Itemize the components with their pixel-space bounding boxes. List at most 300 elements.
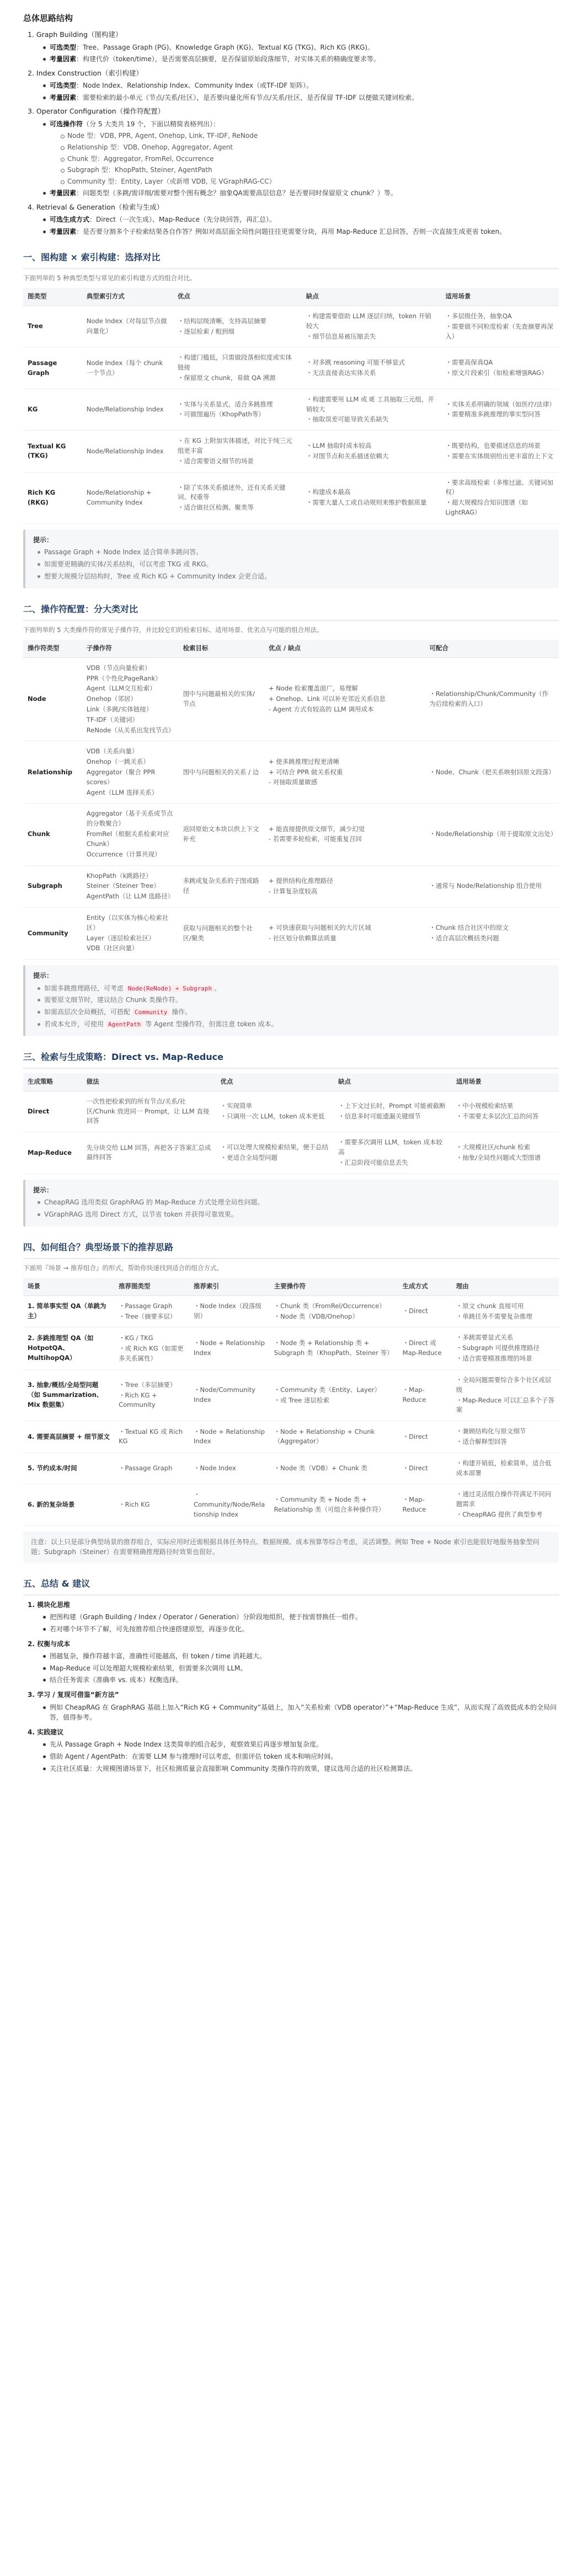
table-cell [302,389,441,430]
cell-line: ・Node + Relationship Index [194,1427,265,1445]
suggestion-point: 若对哪个环节不了解，可先按推荐组合快速搭建原型，再逐步优化。 [42,1624,559,1635]
table-cell [441,306,559,347]
cell-content [28,442,78,462]
cell-line: Link（多跳/实体链接） [86,705,153,713]
cell-line: ・对图节点和关系描述依赖大 [306,452,389,460]
cell-content [194,1302,265,1321]
table-row [23,472,559,523]
note-text: 如需高层次全局概括，可搭配 [44,1008,132,1016]
table-cell [398,1484,452,1525]
table-row [23,431,559,472]
cell-content [119,1333,185,1363]
table-cell [270,1327,398,1369]
cell-content [221,1101,330,1122]
cell-content [87,405,169,415]
cell-content [456,1302,554,1322]
table-cell [23,907,82,959]
table-cell [398,1295,452,1327]
cell-line: ・Community 类（Entity、Layer） [274,1385,381,1394]
table-cell [425,657,559,741]
cell-line: ・Node Index [194,1464,236,1472]
suggestion-points [42,1702,559,1723]
cell-content [274,1385,394,1406]
cell-line: ・信息多时可能遗漏关键细节 [338,1112,421,1120]
note-text: 。 [214,984,221,992]
table-cell [173,306,302,347]
table-cell [23,347,82,389]
cell-line: ・通常与 Node/Relationship 组合使用 [429,882,542,890]
cell-line: 3. 抽象/概括/全局型问题（如 Summarization、Mix 数据集） [28,1381,103,1409]
table-cell [23,1295,114,1327]
cell-content [456,1459,554,1479]
cell-line: VDB（关系向量） [86,747,138,756]
cell-content [28,1500,110,1510]
table-cell [179,907,264,959]
cell-content [183,876,260,896]
table-cell [23,1453,114,1484]
cell-line: ・实现简单 [220,1102,253,1110]
cell-line: ・只调用一次 LLM，token 成本更低 [220,1112,325,1120]
table-cell [179,741,264,804]
phase-points [42,81,559,103]
table-cell [302,431,441,472]
cell-line: Node/Relationship Index [86,405,164,414]
point-text: ：构建代价（token/time），是否需要高层摘要，是否保留原始段落细节，对实体关系的精确度要求等。 [76,55,380,63]
cell-line: - 对抽取质量敏感 [268,778,318,786]
point-text: ：需要检索的最小单元（节点/关系/社区），是否要向量化所有节点/关系/社区，是否保留 TF-IDF 以便做关键词检索。 [76,93,419,101]
cell-line: ・需要精准多跳推理的事实型问答 [445,410,541,419]
phase-item [28,29,559,65]
cell-content [269,824,420,845]
column-header: 操作符类型 [23,640,82,657]
suggestion-point: 图越复杂，操作符越丰富，准确性可能越高，但 token / time 消耗越大。 [42,1651,559,1662]
table-cell [452,1369,559,1421]
note-text: 等 Agent 型操作符，但需注意 token 成本。 [143,1020,278,1028]
column-header: 主要操作符 [270,1278,398,1295]
column-header: 检索目标 [179,640,264,657]
cell-line: 图中与问题相关的关系 / 边 [183,768,259,776]
suggestion-title: 1. 模块化思维 [28,1600,71,1609]
cell-content [429,689,554,709]
cell-line: ・构建成本最高 [306,488,351,496]
cell-line: ・适合需要语义细节的场景 [177,457,254,465]
cell-line: + 可结合 PPR 做关系权重 [268,768,343,776]
table-cell [270,1295,398,1327]
cell-line: Rich KG (RKG) [28,488,56,506]
table-cell [189,1453,270,1484]
cell-line: ReNode（从关系出发找节点） [86,726,175,734]
note-text: 若成本允许，可使用 [44,1020,106,1028]
cell-line: Node/Relationship + Community Index [86,488,152,506]
operator-subitem: Relationship 型：VDB, Onehop, Aggregator, Agent [60,142,559,153]
section1-subtitle: 下面列举的 5 种典型类型与常见的索引构建方式的组合对比。 [23,274,196,282]
cell-content [28,1432,110,1442]
suggestion-title: 3. 学习 / 复现可借鉴“新方法” [28,1690,119,1699]
phase-title: 4. Retrieval & Generation（检索与生成） [28,202,164,211]
phase-item [28,106,559,199]
cell-line: ・中小规模检索结果 [456,1102,514,1110]
table-cell [23,472,82,523]
cell-content [178,400,297,420]
cell-line: + 能直接提供原文细节，减少幻觉 [268,824,365,833]
table-cell [23,431,82,472]
table-cell [23,1421,114,1453]
cell-content [87,317,169,336]
table-cell [189,1484,270,1525]
point-label: 考量因素 [50,93,77,101]
table-cell [173,431,302,472]
cell-content [456,1143,554,1163]
phase-point [42,81,559,91]
cell-line: ・Map-Reduce [402,1386,426,1404]
cell-line: Node Index（对每层节点做向量化） [86,317,167,335]
table-cell [179,804,264,865]
cell-line: ・Direct [402,1307,428,1315]
cell-line: ・Community 类 + Node 类 + Relationship 类（可组合多种操作符） [274,1495,385,1513]
cell-content [28,488,78,508]
cell-line: ・构建需要用 LLM 或 IE 工具抽取三元组，开销较大 [306,395,434,413]
cell-line: Direct [28,1107,50,1115]
cell-content [194,1464,265,1474]
operator-sublist [60,131,559,186]
cell-content [28,1380,110,1410]
cell-content [119,1427,185,1447]
cell-content [87,663,174,736]
cell-line: + Onehop、Link 可以补充邻近关系信息 [268,695,386,703]
suggestion-item [28,1639,559,1685]
cell-line: ・适合做社区检测、聚类等 [177,504,254,512]
table-cell [452,1327,559,1369]
table-cell [23,657,82,741]
note-item: Passage Graph + Node Index 适合简单多跳问答。 [36,547,551,558]
table-cell [216,1091,334,1132]
cell-content [119,1380,185,1410]
phase-title: 3. Operator Configuration（操作符配置） [28,107,165,116]
table-cell [189,1369,270,1421]
section1-note [23,529,559,588]
table-row [23,1484,559,1525]
table-cell [452,1295,559,1327]
cell-line: KhopPath（k跳路径） [86,871,152,880]
cell-line: FromRel（根据关系检索对应 Chunk） [86,830,169,848]
table-cell [114,1484,189,1525]
cell-line: ・需要做不同粒度检索（先查摘要再深入） [445,322,553,340]
table-cell [398,1327,452,1369]
cell-line: - 社区划分依赖算法质量 [268,934,337,942]
cell-content [28,1302,110,1321]
graph-index-table [23,288,559,524]
cell-line: AgentPath（让 LLM 选路径） [86,892,174,901]
column-header: 优点 / 缺点 [264,640,425,657]
column-header: 图类型 [23,288,82,306]
section3-title: 三、检索与生成策略：Direct vs. Map-Reduce [23,1051,559,1069]
suggestion-item [28,1600,559,1635]
cell-line: ・保留原文 chunk，易做 QA 溯源 [177,373,276,382]
note-item: 如需要更精确的实体/关系结构，可以考虑 TKG 或 RKG。 [36,559,551,570]
cell-line: Steiner（Steiner Tree） [86,882,160,890]
suggestion-title: 4. 实践建议 [28,1728,64,1736]
suggestion-point: 把图构建（Graph Building / Index / Operator / Generation）分阶段地组织，便于按需替换任一组件。 [42,1612,559,1622]
table-cell [189,1421,270,1453]
table-cell [23,804,82,865]
phase-item [28,68,559,103]
table-cell [334,1132,452,1174]
table-cell [264,657,425,741]
column-header: 生成方式 [398,1278,452,1295]
table-cell [179,865,264,907]
cell-line: Tree [28,322,43,330]
table-cell [425,907,559,959]
column-header: 推荐图类型 [114,1278,189,1295]
column-header: 理由 [452,1278,559,1295]
table-cell [452,1091,559,1132]
cell-content [87,747,174,797]
cell-line: ・需要在实体级别给出更丰富的上下文 [445,452,553,460]
cell-line: ・构建需要借助 LLM 逐层归纳，token 开销较大 [306,312,431,330]
cell-line: VDB（社区向量） [86,944,138,952]
phase-point [42,215,559,225]
column-header: 缺点 [334,1073,452,1091]
cell-line: Node Index（每个 chunk 一个节点） [86,358,163,377]
cell-line: - 若需要多轮检索，可能重复召回 [268,835,362,843]
suggestion-item [28,1727,559,1774]
cell-content [119,1500,185,1510]
table-cell [82,347,173,389]
table-cell [114,1369,189,1421]
cell-line: + Node 检索覆盖面广，易理解 [268,684,358,693]
cell-line: ・Map-Reduce 可以汇总多个子答案 [456,1396,554,1414]
cell-line: Agent（LLM 选择关系） [86,788,158,796]
note-title: 提示： [33,972,54,980]
cell-content [274,1302,394,1322]
cell-content [183,689,260,709]
section2-subtitle: 下面列举的 5 大类操作符的常见子操作符，并比较它们的检索目标、适用场景、优劣点与可能的组合用法。 [23,626,323,634]
cell-line: ・抽象/全局性问题或大型图谱 [456,1153,541,1161]
cell-line: ・对多跳 reasoning 可能不够显式 [306,358,405,367]
suggestion-title: 2. 权衡与成本 [28,1640,71,1648]
table-cell [82,907,179,959]
cell-line: ・大规模社区/chunk 检索 [456,1143,531,1152]
cell-line: ・在 KG 上附加实体描述，对比于纯三元组更丰富 [177,437,292,455]
cell-content [456,1375,554,1415]
cell-content [269,757,420,788]
point-text: ：Direct（一次生成）、Map-Reduce（先分块回答，再汇总）。 [89,216,276,224]
cell-line: ・实体与关系显式，适合多跳推理 [177,400,273,408]
table-header-row [23,1278,559,1295]
table-row [23,1132,559,1174]
cell-content [274,1338,394,1358]
cell-line: 6. 新的复杂场景 [28,1500,75,1508]
table-cell [452,1453,559,1484]
operator-subitem: Community 型：Entity, Layer（或新增 VDB, 见 VGraphRAG-CC） [60,176,559,187]
cell-line: VDB（节点向量检索） [86,663,151,672]
cell-content [274,1464,394,1474]
cell-line: ・或 Tree 逐层检索 [274,1396,329,1404]
note-text: 需要原文细节时，建议结合 Chunk 类操作符。 [44,996,182,1004]
point-text: ：Node Index、Relationship Index、Community Index（或TF-IDF 矩阵）。 [76,82,313,90]
cell-content [403,1385,447,1405]
cell-content [221,1143,330,1163]
suggestion-point: Map-Reduce 可以处理超大规模检索结果，但需要多次调用 LLM。 [42,1663,559,1674]
cell-line: ・Rich KG [119,1500,150,1508]
cell-content [445,400,554,420]
cell-line: - 计算复杂度较高 [268,887,318,895]
section4-subtitle: 下面用『场景 → 推荐组合』的形式，帮助你快速找到适合的组合方式。 [23,1264,223,1272]
table-cell [441,472,559,523]
cell-content [445,312,554,341]
table-cell [82,1132,216,1174]
cell-content [429,829,557,839]
cell-line: ・Node 类（VDB）+ Chunk 类 [274,1464,367,1472]
cell-line: Chunk [28,830,50,838]
table-row [23,389,559,430]
table-cell [23,865,82,907]
phase-points [42,119,559,199]
cell-content [28,358,78,378]
table-cell [114,1327,189,1369]
cell-line: ・单跳任务不需要复杂推理 [456,1312,532,1320]
cell-content [87,809,174,859]
cell-line: ・适合高层次概括类问题 [429,934,499,942]
cell-line: 一次性把检索到的所有节点/关系/社区/Chunk 放进同一 Prompt，让 LLM 直接回答 [86,1097,210,1125]
note-text: 如需多跳推理路径，可考虑 [44,984,126,992]
cell-line: Map-Reduce [28,1148,72,1156]
cell-content [87,488,169,508]
inline-code: AgentPath [106,1021,143,1028]
table-row [23,1453,559,1484]
table-cell [189,1295,270,1327]
point-label: 可选生成方式 [50,216,90,224]
table-cell [23,389,82,430]
cell-content [28,1107,78,1117]
cell-content [403,1495,447,1515]
phase-points [42,42,559,65]
table-cell [189,1327,270,1369]
cell-line: Aggregator（聚合 PPR scores） [86,768,156,786]
table-row [23,804,559,865]
cell-line: ・构建门槛低，只需做段落相似度或实体链接 [177,354,292,372]
cell-line: + 使多跳推理过程更清晰 [268,757,340,765]
note-item [36,1007,551,1017]
cell-content [306,358,436,378]
cell-line: ・Tree（多层摘要） [119,1380,177,1389]
cell-line: ・CheapRAG 提供了典型参考 [456,1511,543,1519]
table-row [23,1369,559,1421]
table-row [23,1091,559,1132]
suggestion-point: 先从 Passage Graph + Node Index 这类简单的组合起步，观察效果后再逐步增加复杂度。 [42,1739,559,1750]
cell-content [28,322,78,331]
suggestion-points [42,1612,559,1634]
note-item: 想要大规模分层结构时，Tree 或 Rich KG + Community Index 会更合适。 [36,571,551,582]
cell-line: ・Textual KG 或 Rich KG [119,1427,183,1445]
column-header: 子操作符 [82,640,179,657]
table-cell [441,389,559,430]
note-item [36,983,551,994]
cell-line: ・Node/Community Index [194,1386,255,1404]
cell-line: ・Direct [402,1432,428,1440]
operator-table [23,640,559,960]
operator-subitem: Node 型：VDB, PPR, Agent, Onehop, Link, TF-IDF, ReNode [60,131,559,141]
cell-content [456,1333,554,1363]
cell-line: Agent（LLM交互检索） [86,684,156,693]
cell-content [183,768,260,778]
point-text: ：Tree、Passage Graph (PG)、Knowledge Graph (KG)、Textual KG (TKG)、Rich KG (RKG)。 [76,43,374,51]
cell-content [306,312,436,341]
cell-content [119,1464,185,1474]
cell-line: ・超大规模综合知识图谱（如 LightRAG） [445,499,528,517]
table-cell [452,1484,559,1525]
point-label: 可选类型 [50,82,77,90]
cell-content [87,913,174,954]
cell-content [429,923,554,944]
cell-line: ・结构层级清晰，支持高层摘要 [177,317,266,325]
table-cell [264,804,425,865]
suggestion-point: 结合任务需求（准确率 vs. 成本）权衡选择。 [42,1675,559,1685]
cell-content [87,1097,212,1126]
cell-content [87,447,169,457]
column-header: 可配合 [425,640,559,657]
table-cell [264,865,425,907]
table-row [23,657,559,741]
cell-line: ・Node、Chunk（把关系映射回原文段落） [429,768,555,776]
cell-line: ・原文片段索引（如检索增强RAG） [445,369,548,377]
cell-content [338,1101,447,1122]
phase-item [28,202,559,237]
cell-line: ・KG / TKG [119,1333,153,1342]
point-text: （分 5 大类共 19 个，下面以精简表格列出）： [83,120,220,128]
cell-line: ・不需要太多层次汇总的问答 [456,1112,539,1120]
column-header: 适用场景 [441,288,559,306]
cell-line: 1. 简单事实型 QA（单跳为主） [28,1302,106,1320]
section2-title: 二、操作符配置：分大类对比 [23,603,559,621]
table-cell [302,347,441,389]
cell-line: ・Node + Relationship + Chunk（Aggregator） [274,1427,375,1445]
table-row [23,347,559,389]
cell-line: ・Tree（摘要多层） [119,1312,177,1320]
cell-line: ・Direct [402,1464,428,1472]
table-header-row [23,640,559,657]
note-item: VGraphRAG 选用 Direct 方式，以节省 token 并获得可靠效果。 [36,1209,551,1220]
scenario-table [23,1278,559,1526]
phase-point [42,188,559,199]
cell-line: ・或 Rich KG（如需更多关系属性） [119,1344,184,1362]
cell-content [456,1490,554,1519]
cell-content [28,829,78,839]
cell-line: ・可做图遍历（KhopPath等） [177,410,265,419]
point-text: ：问题类型（多跳/需详细/需要对整个图有概念？抽象QA需要高层信息？是否要同时保留原文 chunk？）等。 [76,189,397,197]
cell-line: ・更适合全局型问题 [220,1153,278,1161]
overview-title: 总体思路结构 [23,13,73,23]
suggestion-points [42,1739,559,1774]
generation-table [23,1073,559,1174]
cell-line: TF-IDF（关键词） [86,715,138,724]
cell-line: Node [28,695,46,703]
cell-line: ・无法直接表达实体关系 [306,369,376,377]
cell-content [178,353,297,383]
table-cell [173,347,302,389]
table-cell [425,804,559,865]
cell-line: 图中与问题最相关的实体/节点 [183,690,255,708]
cell-line: Community [28,929,68,937]
cell-line: ・上下文过长时，Prompt 可能被截断 [338,1102,446,1110]
cell-line: ・逐层检索 / 粗到细 [177,327,235,335]
cell-line: Occurrence（计算共现） [86,850,161,858]
table-cell [23,1369,114,1421]
phase-point [42,119,559,187]
table-row [23,1295,559,1327]
cell-content [456,1427,554,1447]
cell-content [274,1427,394,1447]
